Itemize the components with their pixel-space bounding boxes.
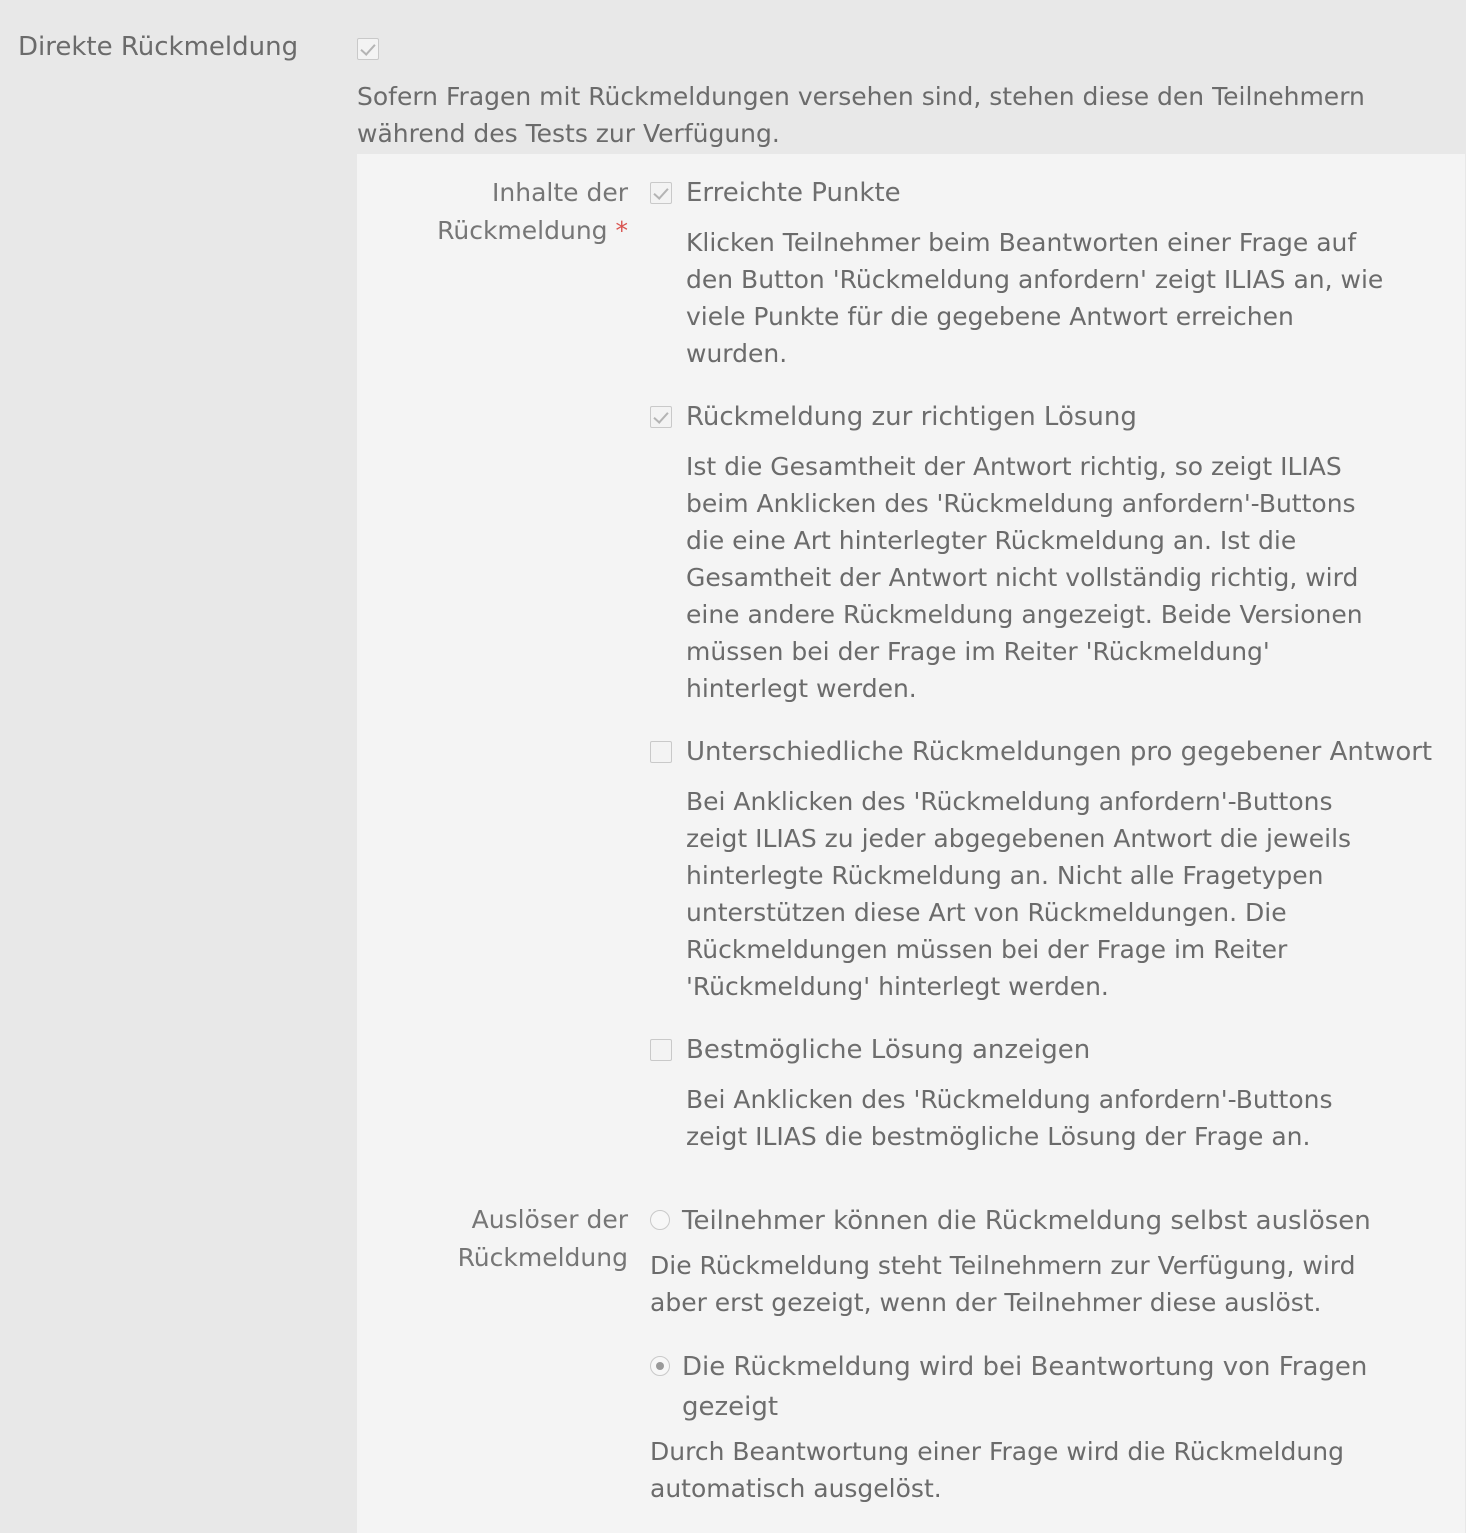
trigger-option-auto-radio[interactable] — [650, 1356, 670, 1376]
direct-feedback-checkbox[interactable] — [357, 38, 379, 60]
trigger-option-auto-description: Durch Beantwortung einer Frage wird die Rückmeldung automatisch ausgelöst. — [650, 1437, 1344, 1503]
option-bestmoegliche-loesung-description: Bei Anklicken des 'Rückmeldung anfordern'-Buttons zeigt ILIAS die bestmögliche Lösung der Frage an. — [686, 1085, 1333, 1151]
option-unterschiedliche-rueckmeldungen-label: Unterschiedliche Rückmeldungen pro gegebener Antwort — [686, 737, 1433, 767]
option-richtige-loesung-description: Ist die Gesamtheit der Antwort richtig, so zeigt ILIAS beim Anklicken des 'Rückmeldung anfordern'-Buttons die eine Art hinterlegter Rückmeldung an. Ist die Gesamtheit der Antwort nicht vollständig richtig, wird eine andere Rückmeldung angezeigt. Beide Versionen müssen bei der Frage im Reiter 'Rückmeldung' hinterlegt werden. — [686, 452, 1363, 703]
option-unterschiedliche-rueckmeldungen — [650, 733, 1449, 1005]
option-unterschiedliche-rueckmeldungen-description: Bei Anklicken des 'Rückmeldung anfordern'-Buttons zeigt ILIAS zu jeder abgegebenen Antwort die jeweils hinterlegte Rückmeldung an. Nicht alle Fragetypen unterstützen diese Art von Rückmeldungen. Die Rückmeldungen müssen bei der Frage im Reiter 'Rückmeldung' hinterlegt werden. — [686, 787, 1352, 1001]
option-richtige-loesung-head[interactable] — [650, 398, 1449, 436]
direct-feedback-label: Direkte Rückmeldung — [18, 32, 299, 62]
trigger-option-auto — [650, 1347, 1449, 1507]
option-erreichte-punkte — [650, 174, 1449, 372]
option-unterschiedliche-rueckmeldungen-checkbox[interactable] — [650, 741, 672, 763]
feedback-content-label — [357, 154, 650, 1181]
trigger-option-self-radio[interactable] — [650, 1210, 670, 1230]
required-asterisk: * — [615, 216, 628, 245]
option-erreichte-punkte-description: Klicken Teilnehmer beim Beantworten einer Frage auf den Button 'Rückmeldung anfordern' zeigt ILIAS an, wie viele Punkte für die gegebene Antwort erreichen wurden. — [686, 228, 1384, 368]
trigger-option-self — [650, 1201, 1449, 1321]
option-erreichte-punkte-label: Erreichte Punkte — [686, 178, 901, 208]
option-richtige-loesung-checkbox[interactable] — [650, 406, 672, 428]
trigger-option-auto-label: Die Rückmeldung wird bei Beantwortung von Fragen gezeigt — [682, 1352, 1368, 1422]
direct-feedback-checkbox-wrapper[interactable] — [357, 38, 379, 60]
option-bestmoegliche-loesung — [650, 1031, 1449, 1155]
option-bestmoegliche-loesung-label: Bestmögliche Lösung anzeigen — [686, 1035, 1091, 1065]
trigger-option-self-head[interactable] — [650, 1201, 1449, 1241]
option-erreichte-punkte-head[interactable] — [650, 174, 1449, 212]
feedback-trigger-options — [650, 1181, 1465, 1533]
feedback-content-row — [357, 154, 1465, 1181]
option-bestmoegliche-loesung-checkbox[interactable] — [650, 1039, 672, 1061]
feedback-trigger-label: Auslöser der Rückmeldung — [457, 1205, 628, 1272]
option-bestmoegliche-loesung-head[interactable] — [650, 1031, 1449, 1069]
feedback-content-label-text: Inhalte der Rückmeldung — [437, 178, 628, 245]
feedback-content-options — [650, 154, 1465, 1181]
trigger-option-self-description: Die Rückmeldung steht Teilnehmern zur Verfügung, wird aber erst gezeigt, wenn der Teilnehmer diese auslöst. — [650, 1251, 1356, 1317]
trigger-option-self-label: Teilnehmer können die Rückmeldung selbst auslösen — [682, 1206, 1371, 1236]
trigger-option-auto-head[interactable] — [650, 1347, 1449, 1427]
feedback-trigger-row — [357, 1181, 1465, 1533]
option-unterschiedliche-rueckmeldungen-head[interactable] — [650, 733, 1449, 771]
direct-feedback-description: Sofern Fragen mit Rückmeldungen versehen sind, stehen diese den Teilnehmern während des Tests zur Verfügung. — [357, 82, 1365, 148]
option-richtige-loesung-label: Rückmeldung zur richtigen Lösung — [686, 402, 1137, 432]
direct-feedback-subform — [357, 154, 1465, 1533]
option-richtige-loesung — [650, 398, 1449, 707]
option-erreichte-punkte-checkbox[interactable] — [650, 182, 672, 204]
